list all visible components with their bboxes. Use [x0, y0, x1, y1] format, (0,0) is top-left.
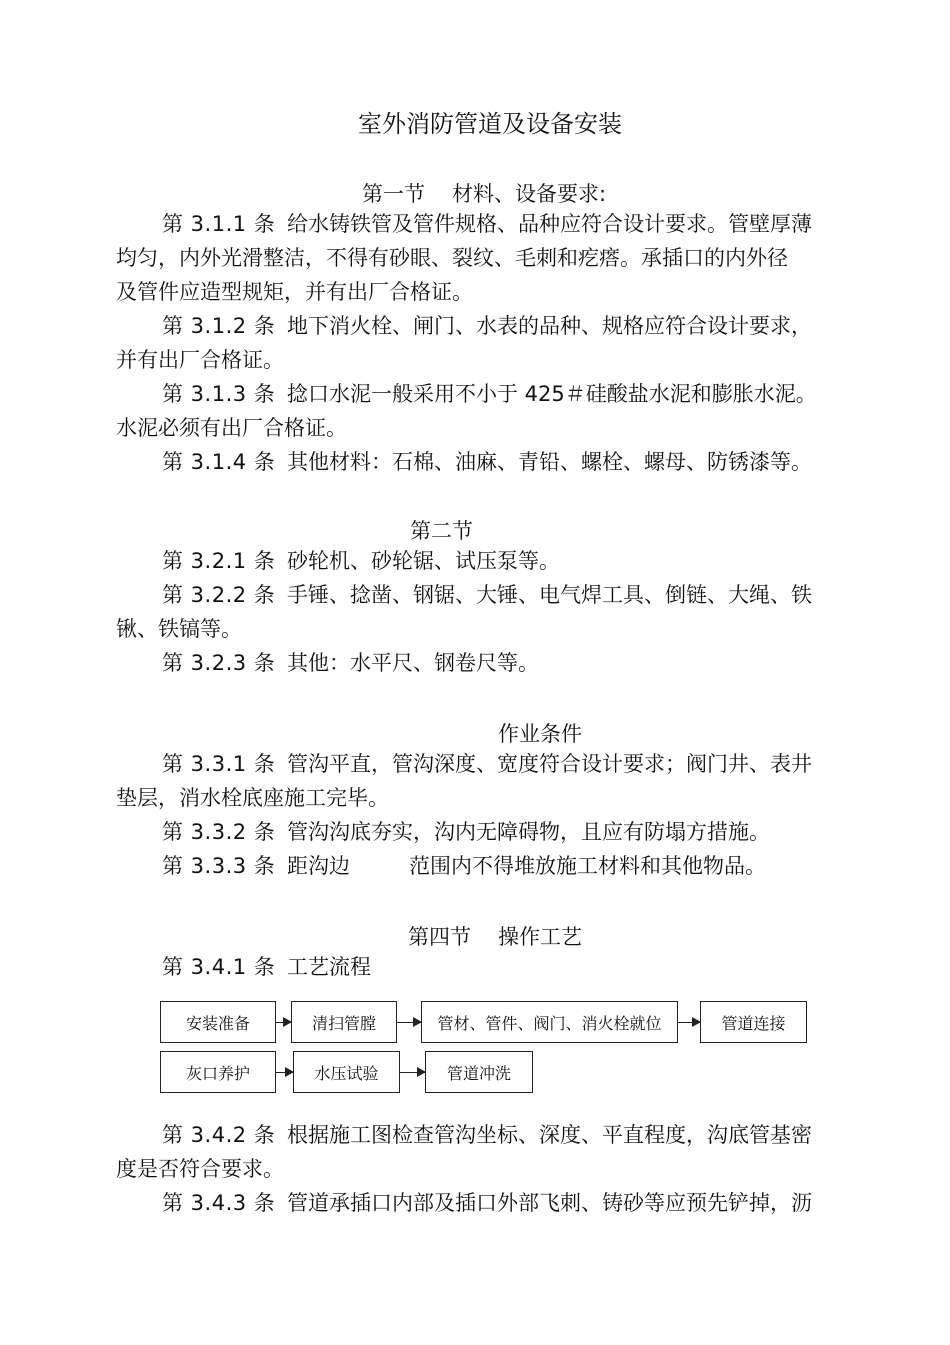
- clause-text: 捻口水泥一般采用不小于 425＃硅酸盐水泥和膨胀水泥。: [287, 382, 817, 406]
- section1-heading-number: 第一节: [362, 182, 425, 206]
- section3-heading: 作业条件: [498, 722, 582, 746]
- clause-number: 第 3.2.2 条: [162, 583, 276, 607]
- clause-text: 范围内不得堆放施工材料和其他物品。: [409, 854, 766, 878]
- flow-arrow: [276, 1022, 291, 1023]
- clause-text: 及管件应造型规矩，并有出厂合格证。: [116, 280, 473, 304]
- clause-text: 地下消火栓、闸门、水表的品种、规格应符合设计要求，: [287, 314, 812, 338]
- flow-arrow: [400, 1072, 425, 1073]
- clause-text: 度是否符合要求。: [116, 1157, 284, 1181]
- clause-text: 距沟边: [287, 854, 350, 878]
- flow-step: 水压试验: [293, 1051, 400, 1093]
- clause-text: 锹、铁镐等。: [116, 617, 242, 641]
- clause-number: 第 3.4.3 条: [162, 1191, 276, 1215]
- clause-number: 第 3.3.3 条: [162, 854, 276, 878]
- clause-number: 第 3.4.2 条: [162, 1123, 276, 1147]
- clause-text: 管道承插口内部及插口外部飞刺、铸砂等应预先铲掉，沥: [287, 1191, 812, 1215]
- clause-number: 第 3.2.1 条: [162, 549, 276, 573]
- clause-number: 第 3.1.2 条: [162, 314, 276, 338]
- clause-text: 并有出厂合格证。: [116, 348, 284, 372]
- clause-text: 管沟平直，管沟深度、宽度符合设计要求；阀门井、表井: [287, 752, 812, 776]
- flow-arrow: [678, 1022, 700, 1023]
- section1-heading-title: 材料、设备要求:: [452, 182, 607, 206]
- flow-step: 清扫管膛: [291, 1001, 397, 1043]
- clause-text: 根据施工图检查管沟坐标、深度、平直程度，沟底管基密: [287, 1123, 812, 1147]
- clause-text: 其他材料：石棉、油麻、青铅、螺栓、螺母、防锈漆等。: [287, 450, 812, 474]
- flow-arrow: [276, 1072, 293, 1073]
- document-title: 室外消防管道及设备安装: [358, 110, 622, 138]
- clause-text: 工艺流程: [287, 955, 371, 979]
- clause-number: 第 3.3.1 条: [162, 752, 276, 776]
- section4-heading-number: 第四节: [408, 925, 471, 949]
- flow-step: 灰口养护: [160, 1051, 276, 1093]
- clause-text: 砂轮机、砂轮锯、试压泵等。: [287, 549, 560, 573]
- flow-step: 安装准备: [160, 1001, 276, 1043]
- flow-arrow: [397, 1022, 421, 1023]
- flow-step: 管道冲洗: [425, 1051, 533, 1093]
- clause-text: 水泥必须有出厂合格证。: [116, 416, 347, 440]
- clause-number: 第 3.4.1 条: [162, 955, 276, 979]
- clause-number: 第 3.2.3 条: [162, 651, 276, 675]
- section4-heading-title: 操作工艺: [498, 925, 582, 949]
- clause-text: 手锤、捻凿、钢锯、大锤、电气焊工具、倒链、大绳、铁: [287, 583, 812, 607]
- clause-number: 第 3.3.2 条: [162, 820, 276, 844]
- flow-step: 管材、管件、阀门、消火栓就位: [421, 1001, 678, 1043]
- clause-text: 垫层，消水栓底座施工完毕。: [116, 786, 389, 810]
- clause-number: 第 3.1.3 条: [162, 382, 276, 406]
- clause-text: 管沟沟底夯实，沟内无障碍物，且应有防塌方措施。: [287, 820, 770, 844]
- clause-number: 第 3.1.4 条: [162, 450, 276, 474]
- clause-number: 第 3.1.1 条: [162, 212, 276, 236]
- section2-heading: 第二节: [410, 519, 473, 543]
- flow-step: 管道连接: [700, 1001, 807, 1043]
- clause-text: 其他：水平尺、钢卷尺等。: [287, 651, 539, 675]
- clause-text: 给水铸铁管及管件规格、品种应符合设计要求。管壁厚薄: [287, 212, 812, 236]
- clause-text: 均匀，内外光滑整洁，不得有砂眼、裂纹、毛刺和疙瘩。承插口的内外径: [116, 246, 788, 270]
